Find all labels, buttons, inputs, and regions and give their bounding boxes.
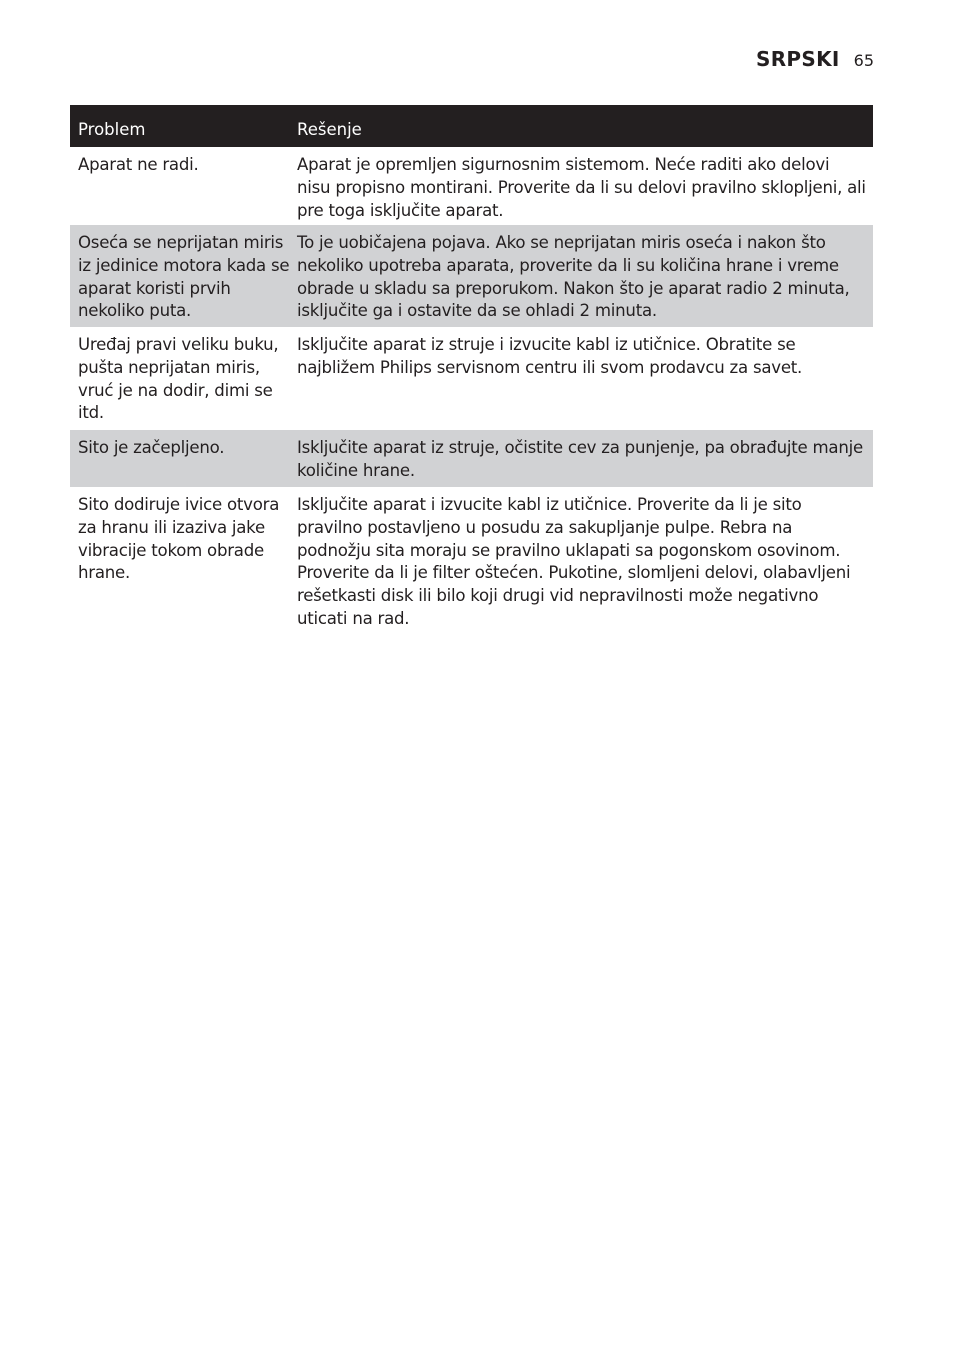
table-row [70,147,873,225]
solution-cell: To je uobičajena pojava. Ako se neprijatan miris oseća i nakon što nekoliko upotreba aparata, proverite da li su količina hrane i vreme obrade u skladu sa preporukom. Nakon što je aparat radio 2 minuta, isključite ga i ostavite da se ohladi 2 minuta. [297,233,850,321]
solution-cell: Isključite aparat i izvucite kabl iz utičnice. Proverite da li je sito pravilno postavljeno u posudu za sakupljanje pulpe. Rebra na podnožju sita moraju se pravilno uklapati sa pogonskom osovinom. Proverite da li je filter oštećen. Pukotine, slomljeni delovi, olabavljeni rešetkasti disk ili bilo koji drugi vid nepravilnosti može negativno uticati na rad. [297,495,851,628]
column-header-solution: Rešenje [297,120,362,139]
problem-cell: Sito dodiruje ivice otvora za hranu ili izaziva jake vibracije tokom obrade hrane. [78,495,280,583]
table-row [70,487,873,628]
problem-cell: Aparat ne radi. [78,155,199,174]
table-row [70,430,873,487]
troubleshooting-table [70,105,873,628]
solution-cell: Aparat je opremljen sigurnosnim sistemom. Neće raditi ako delovi nisu propisno montirani. Proverite da li su delovi pravilno sklopljeni, ali pre toga isključite aparat. [297,155,866,220]
page-header [756,47,874,71]
solution-cell: Isključite aparat iz struje i izvucite kabl iz utičnice. Obratite se najbližem Philips servisnom centru ili svom prodavcu za savet. [297,335,803,377]
problem-cell: Oseća se neprijatan miris iz jedinice motora kada se aparat koristi prvih nekoliko puta. [78,233,290,321]
problem-cell: Uređaj pravi veliku buku, pušta neprijatan miris, vruć je na dodir, dimi se itd. [78,335,279,423]
table-row [70,327,873,430]
table-row [70,225,873,327]
table-header [70,105,873,147]
problem-cell: Sito je začepljeno. [78,438,225,457]
language-label: SRPSKI [756,47,840,71]
solution-cell: Isključite aparat iz struje, očistite cev za punjenje, pa obrađujte manje količine hrane. [297,438,863,480]
column-header-problem: Problem [78,120,146,139]
page-number: 65 [853,51,874,70]
